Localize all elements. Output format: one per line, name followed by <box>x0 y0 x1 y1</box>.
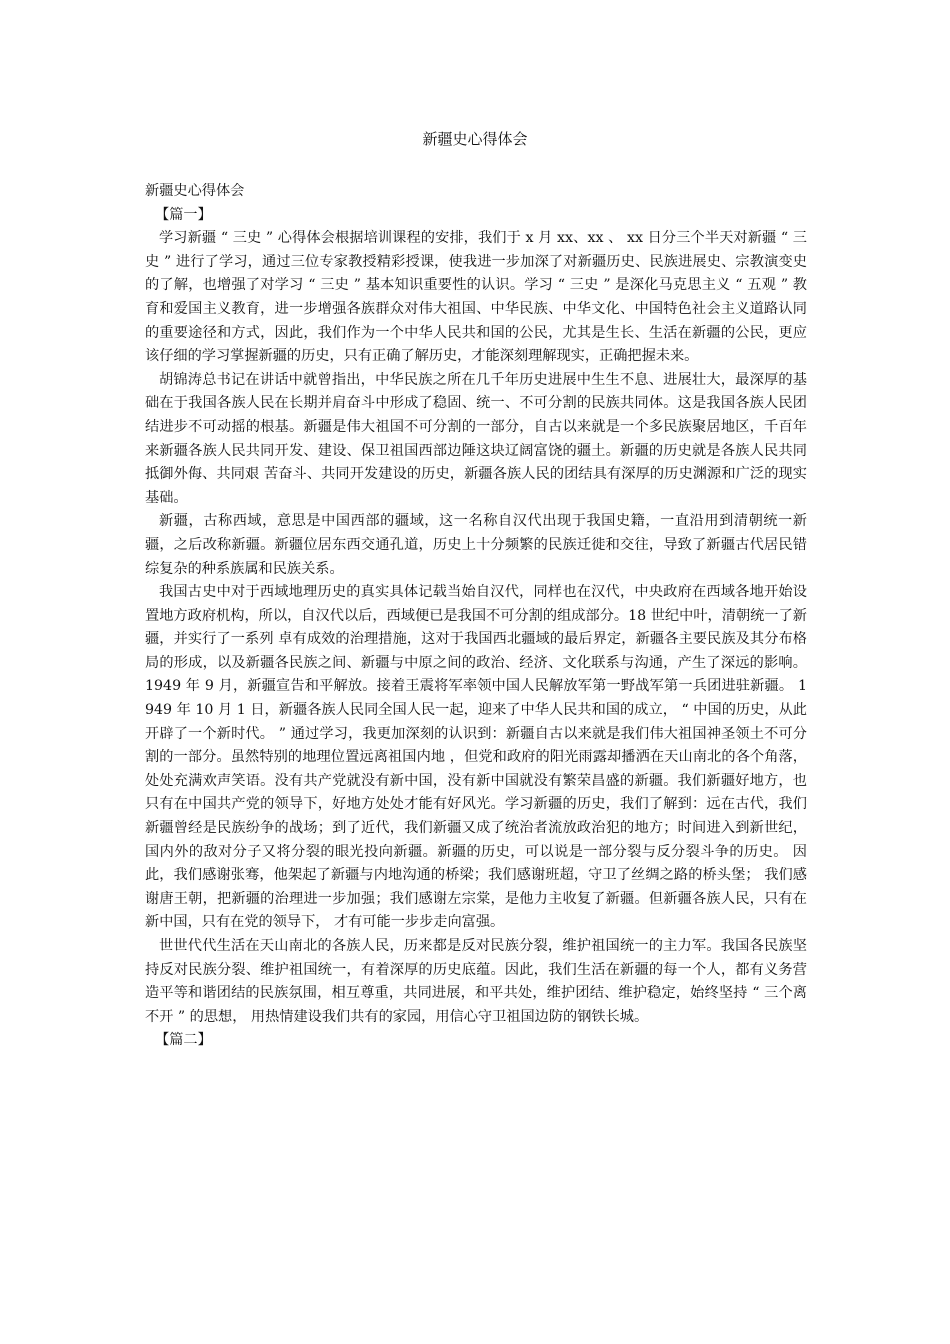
paragraph: 胡锦涛总书记在讲话中就曾指出，中华民族之所在几千年历史进展中生生不息、进展壮大，最深厚的基础在于我国各族人民在长期并肩奋斗中形成了稳固、统一、不可分割的民族共同体。这是我国各族人民团结进步不可动摇的根基。新疆是伟大祖国不可分割的一部分，自古以来就是一个多民族聚居地区，千百年来新疆各族人民共同开发、建设、保卫祖国西部边陲这块辽阔富饶的疆土。新疆的历史就是各族人民共同抵御外侮、共同艰 苦奋斗、共同开发建设的历史，新疆各族人民的团结具有深厚的历史渊源和广泛的现实基础。 <box>145 371 807 506</box>
paragraph: 学习新疆 “ 三史 ” 心得体会根据培训课程的安排，我们于 x 月 xx、xx 、 xx 日分三个半天对新疆 “ 三史 ” 进行了学习，通过三位专家教授精彩授课，使我进一步加深了对新疆历史、民族进展史、宗教演变史的了解，也增强了对学习 “ 三史 ” 基本知识重要性的认识。学习 “ 三史 ” 是深化马克思主义 “ 五观 ” 教育和爱国主义教育，进一步增强各族群众对伟大祖国、中华民族、中华文化、中国特色社会主义道路认同的重要途径和方式，因此，我们作为一个中华人民共和国的公民，尤其是生长、生活在新疆的公民，更应该仔细的学习掌握新疆的历史，只有正确了解历史，才能深刻理解现实，正确把握未来。 <box>145 230 807 365</box>
paragraph: 我国古史中对于西域地理历史的真实具体记载当始自汉代，同样也在汉代，中央政府在西域各地开始设置地方政府机构，所以，自汉代以后，西域便已是我国不可分割的组成部分。18 世纪中叶，清朝统一了新疆，并实行了一系列 卓有成效的治理措施，这对于我国西北疆域的最后界定，新疆各主要民族及其分布格局的形成，以及新疆各民族之间、新疆与中原之间的政治、经济、文化联系与沟通，产生了深远的影响。 1949 年 9 月，新疆宣告和平解放。接着王震将军率领中国人民解放军第一野战军第一兵团进驻新疆。 1949 年 10 月 1 日，新疆各族人民同全国人民一起，迎来了中华人民共和国的成立， “ 中国的历史，从此开辟了一个新时代。 ” 通过学习，我更加深刻的认识到：新疆自古以来就是我们伟大祖国神圣领土不可分割的一部分。虽然特别的地理位置远离祖国内地 ，但党和政府的阳光雨露却播洒在天山南北的各个角落，处处充满欢声笑语。没有共产党就没有新中国，没有新中国就没有繁荣昌盛的新疆。我们新疆好地方，也只有在中国共产党的领导下，好地方处处才能有好风光。学习新疆的历史，我们了解到：远在古代，我们新疆曾经是民族纷争的战场；到了近代，我们新疆又成了统治者流放政治犯的地方；时间进入到新世纪，国内外的敌对分子又将分裂的眼光投向新疆。新疆的历史，可以说是一部分裂与反分裂斗争的历史。 因此，我们感谢张骞，他架起了新疆与内地沟通的桥梁；我们感谢班超，守卫了丝绸之路的桥头堡； 我们感谢唐王朝，把新疆的治理进一步加强；我们感谢左宗棠，是他力主收复了新疆。但新疆各族人民，只有在新中国，只有在党的领导下， 才有可能一步步走向富强。 <box>145 584 807 931</box>
document-body <box>145 180 807 1053</box>
paragraph: 新疆，古称西域，意思是中国西部的疆域，这一名称自汉代出现于我国史籍，一直沿用到清朝统一新疆，之后改称新疆。新疆位居东西交通孔道，历史上十分频繁的民族迁徙和交往，导致了新疆古代居民错综复杂的种系族属和民族关系。 <box>145 513 807 577</box>
section-label-2: 【篇二】 <box>155 1032 212 1049</box>
paragraph: 世世代代生活在天山南北的各族人民，历来都是反对民族分裂，维护祖国统一的主力军。我国各民族坚持反对民族分裂、维护祖国统一，有着深厚的历史底蕴。因此，我们生活在新疆的每一个人，都有义务营造平等和谐团结的民族氛围，相互尊重，共同进展，和平共处，维护团结、维护稳定，始终坚持 “ 三个离不开 ” 的思想， 用热情建设我们共有的家园，用信心守卫祖国边防的钢铁长城。 <box>145 938 807 1025</box>
document-title: 新疆史心得体会 <box>422 130 528 148</box>
section-label-1: 【篇一】 <box>155 206 212 223</box>
document-subtitle: 新疆史心得体会 <box>145 183 245 199</box>
